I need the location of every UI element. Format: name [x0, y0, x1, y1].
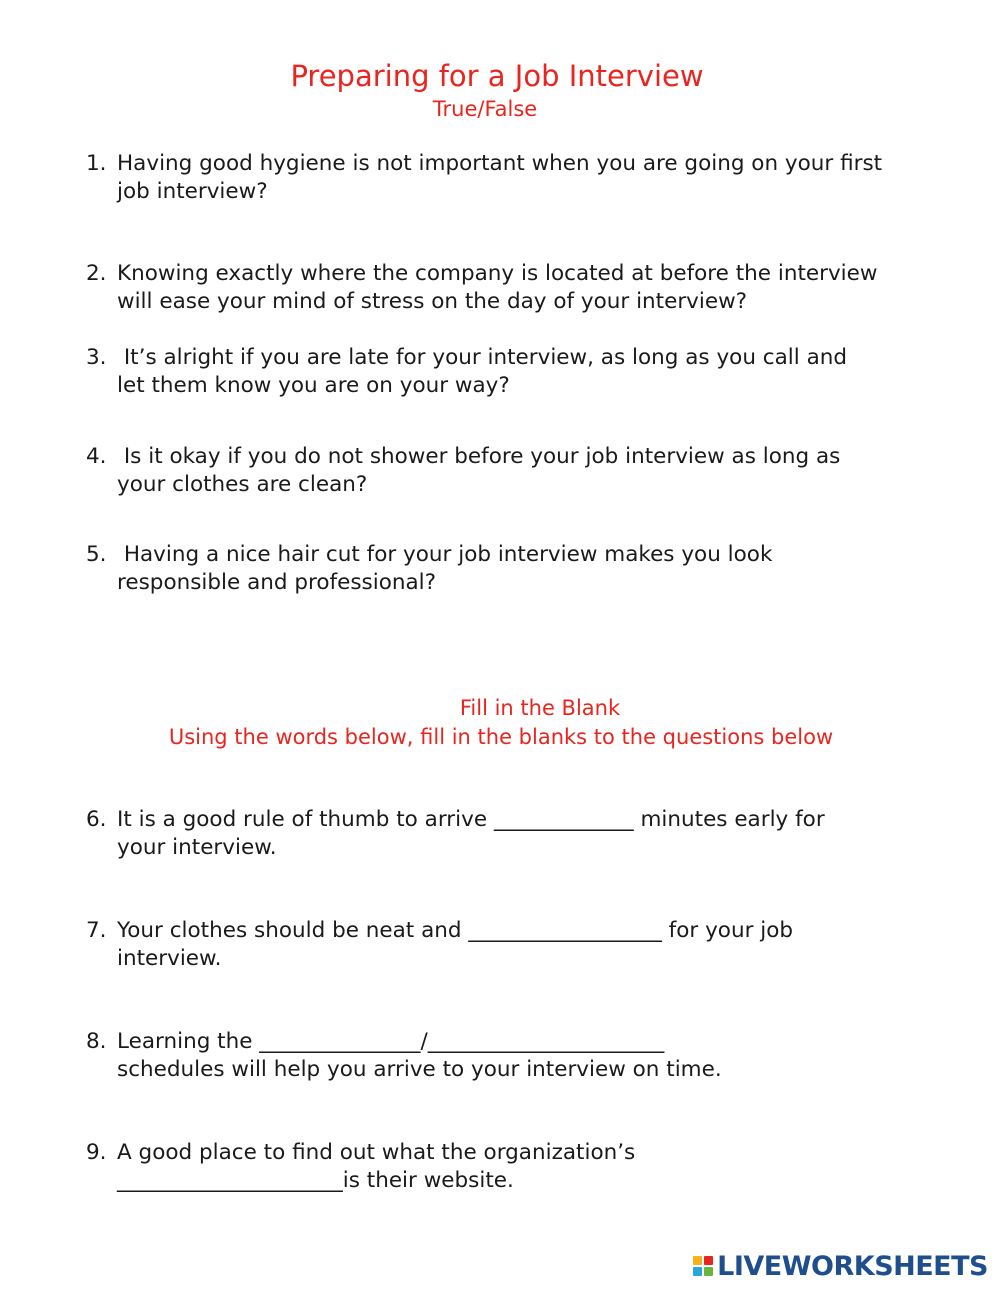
logo-block — [704, 1267, 713, 1276]
question-number: 6. — [86, 807, 107, 832]
logo-block — [704, 1256, 713, 1265]
logo-blocks-icon — [693, 1256, 713, 1276]
question-text: Knowing exactly where the company is located at before the interview will ease your mind of stress on the day of your interview? — [117, 261, 878, 314]
question-text: Learning the _______________/______________________ schedules will help you arrive to your interview on time. — [117, 1029, 722, 1082]
question-1 — [86, 150, 946, 206]
question-5 — [86, 541, 946, 597]
section-true-false-heading: True/False — [432, 97, 538, 121]
question-number: 7. — [86, 918, 107, 943]
question-3 — [86, 344, 946, 400]
logo-block — [693, 1267, 702, 1276]
question-number: 2. — [86, 261, 107, 286]
question-2 — [86, 260, 946, 316]
question-number: 5. — [86, 542, 107, 567]
question-number: 9. — [86, 1140, 107, 1165]
question-text: It’s alright if you are late for your interview, as long as you call and let them know you are on your way? — [117, 345, 848, 398]
question-8 — [86, 1028, 946, 1084]
section-fill-blank-heading: Fill in the Blank — [459, 696, 621, 720]
question-number: 8. — [86, 1029, 107, 1054]
logo-text: LIVEWORKSHEETS — [717, 1250, 988, 1282]
question-text: It is a good rule of thumb to arrive _____________ minutes early for your interview. — [117, 807, 825, 860]
question-text: Your clothes should be neat and __________________ for your job interview. — [117, 918, 794, 971]
question-number: 1. — [86, 151, 107, 176]
question-number: 3. — [86, 345, 107, 370]
question-6 — [86, 806, 946, 862]
question-text: Having good hygiene is not important when you are going on your first job interview? — [117, 151, 883, 204]
question-9 — [86, 1139, 946, 1195]
question-number: 4. — [86, 444, 107, 469]
liveworksheets-logo — [693, 1251, 988, 1281]
question-text: Having a nice hair cut for your job interview makes you look responsible and professional? — [117, 542, 773, 595]
question-7 — [86, 917, 946, 973]
question-4 — [86, 443, 946, 499]
fill-blank-instructions: Using the words below, fill in the blanks to the questions below — [168, 725, 834, 749]
worksheet-title: Preparing for a Job Interview — [290, 59, 704, 93]
question-text: A good place to find out what the organization’s _____________________is their website. — [117, 1140, 636, 1193]
question-text: Is it okay if you do not shower before your job interview as long as your clothes are clean? — [117, 444, 841, 497]
logo-block — [693, 1256, 702, 1265]
